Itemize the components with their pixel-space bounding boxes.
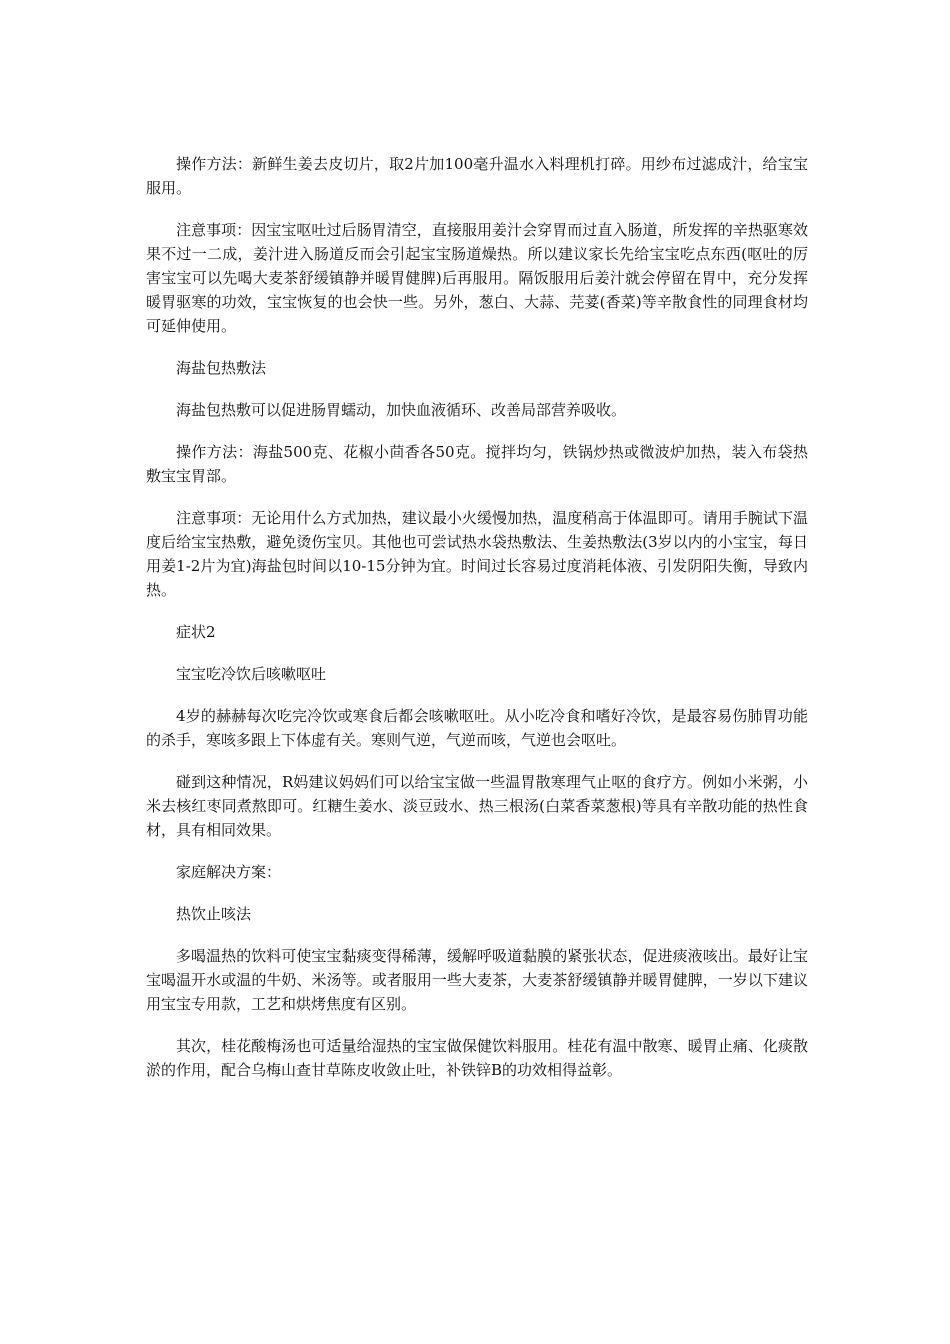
- section-heading-home-solution: 家庭解决方案：: [176, 863, 282, 881]
- paragraph-sea-salt-intro: 海盐包热敷可以促进肠胃蠕动，加快血液循环、改善局部营养吸收。: [176, 401, 627, 419]
- paragraph-sea-salt-notes: 注意事项：无论用什么方式加热，建议最小火缓慢加热，温度稍高于体温即可。请用手腕试下温度后给宝宝热敷，避免烫伤宝贝。其他也可尝试热水袋热敷法、生姜热敷法(3岁以内的小宝宝，每日用姜1-2片为宜)海盐包时间以10-15分钟为宜。时间过长容易过度消耗体液、引发阴阳失衡，导致内热。: [146, 509, 808, 599]
- paragraph-hot-drink-advice: 多喝温热的饮料可使宝宝黏痰变得稀薄，缓解呼吸道黏膜的紧张状态，促进痰液咳出。最好让宝宝喝温开水或温的牛奶、米汤等。或者服用一些大麦茶，大麦茶舒缓镇静并暖胃健脾，一岁以下建议用宝宝专用款，工艺和烘烤焦度有区别。: [146, 947, 808, 1013]
- paragraph-ginger-method: 操作方法：新鲜生姜去皮切片，取2片加100毫升温水入料理机打碎。用纱布过滤成汁，给宝宝服用。: [146, 155, 808, 197]
- paragraph-osmanthus-drink: 其次，桂花酸梅汤也可适量给湿热的宝宝做保健饮料服用。桂花有温中散寒、暖胃止痛、化痰散淤的作用，配合乌梅山查甘草陈皮收敛止吐，补铁锌B的功效相得益彰。: [146, 1037, 808, 1079]
- paragraph-sea-salt-method: 操作方法：海盐500克、花椒小茴香各50克。搅拌均匀，铁锅炒热或微波炉加热，装入布袋热敷宝宝胃部。: [146, 443, 808, 485]
- section-subheading-cold-drink: 宝宝吃冷饮后咳嗽呕吐: [176, 665, 327, 683]
- paragraph-diet-advice: 碰到这种情况，R妈建议妈妈们可以给宝宝做一些温胃散寒理气止呕的食疗方。例如小米粥，小米去核红枣同煮熬即可。红糖生姜水、淡豆豉水、热三根汤(白菜香菜葱根)等具有辛散功能的热性食材，具有相同效果。: [146, 773, 808, 839]
- paragraph-ginger-notes: 注意事项：因宝宝呕吐过后肠胃清空，直接服用姜汁会穿胃而过直入肠道，所发挥的辛热驱寒效果不过一二成，姜汁进入肠道反而会引起宝宝肠道燥热。所以建议家长先给宝宝吃点东西(呕吐的厉害宝宝可以先喝大麦茶舒缓镇静并暖胃健脾)后再服用。隔饭服用后姜汁就会停留在胃中，充分发挥暖胃驱寒的功效，宝宝恢复的也会快一些。另外，葱白、大蒜、芫荽(香菜)等辛散食性的同理食材均可延伸使用。: [146, 221, 808, 335]
- document-body: [146, 152, 808, 1100]
- paragraph-case-description: 4岁的赫赫每次吃完冷饮或寒食后都会咳嗽呕吐。从小吃冷食和嗜好冷饮，是最容易伤肺胃功能的杀手，寒咳多跟上下体虚有关。寒则气逆，气逆而咳，气逆也会呕吐。: [146, 707, 808, 749]
- section-heading-symptom-2: 症状2: [176, 623, 216, 641]
- section-heading-hot-drink: 热饮止咳法: [176, 905, 252, 923]
- section-heading-sea-salt: 海盐包热敷法: [176, 359, 267, 377]
